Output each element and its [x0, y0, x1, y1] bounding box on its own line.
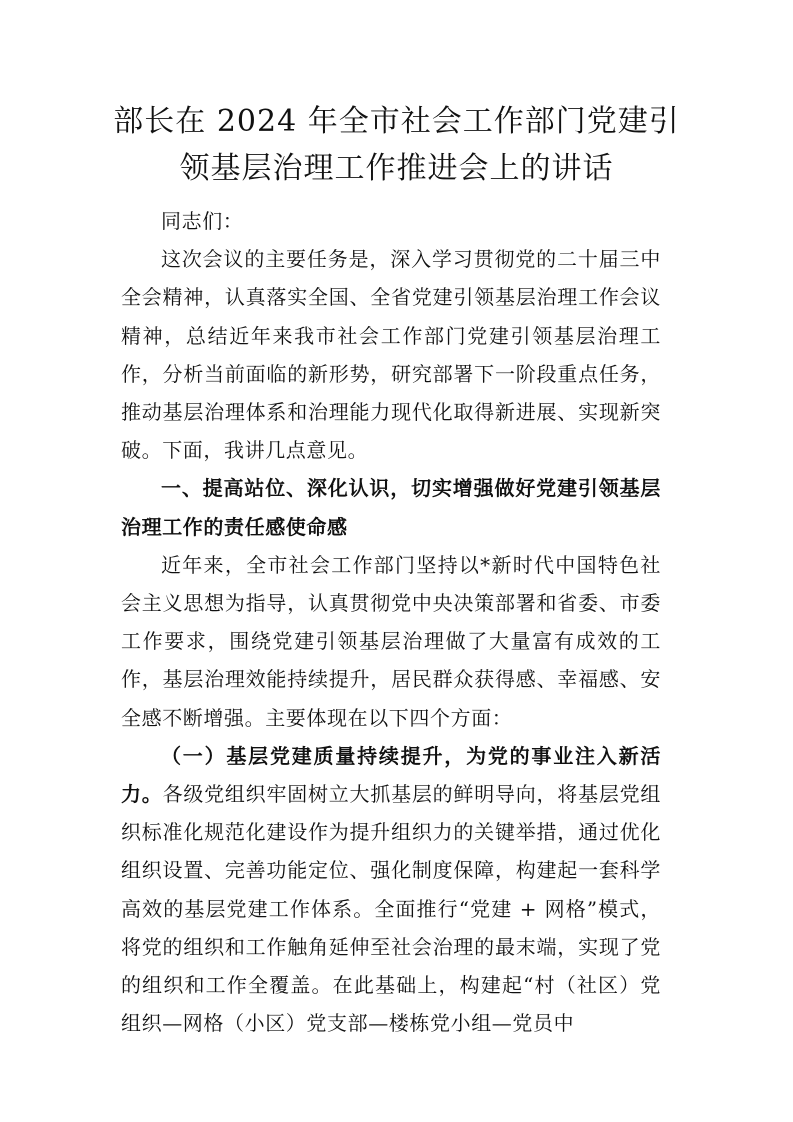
document-title: 部长在 2024 年全市社会工作部门党建引领基层治理工作推进会上的讲话 [113, 104, 680, 186]
subsection-heading: （一）基层党建质量持续提升，为党的事业注入新活力。 [121, 743, 661, 807]
subsection-paragraph [121, 737, 661, 1043]
intro-paragraph: 这次会议的主要任务是，深入学习贯彻党的二十届三中全会精神，认真落实全国、全省党建引领基层治理工作会议精神，总结近年来我市社会工作部门党建引领基层治理工作，分析当前面临的新形势，研究部署下一阶段重点任务，推动基层治理体系和治理能力现代化取得新进展、实现新突破。下面，我讲几点意见。 [121, 247, 661, 463]
section-heading: 一、提高站位、深化认识，切实增强做好党建引领基层治理工作的责任感使命感 [121, 476, 661, 539]
subsection-text: 各级党组织牢固树立大抓基层的鲜明导向，将基层党组织标准化规范化建设作为提升组织力的关键举措，通过优化组织设置、完善功能定位、强化制度保障，构建起一套科学高效的基层党建工作体系。全面推行“党建 + 网格”模式，将党的组织和工作触角延伸至社会治理的最末端，实现了党的组织和工作全覆盖。在此基础上，构建起“村（社区）党组织—网格（小区）党支部—楼栋党小组—党员中 [121, 782, 662, 1036]
greeting-paragraph: 同志们： [161, 209, 244, 233]
section-paragraph: 近年来，全市社会工作部门坚持以*新时代中国特色社会主义思想为指导，认真贯彻党中央决策部署和省委、市委工作要求，围绕党建引领基层治理做了大量富有成效的工作，基层治理效能持续提升，居民群众获得感、幸福感、安全感不断增强。主要体现在以下四个方面： [121, 552, 661, 730]
document-body [121, 202, 661, 1042]
